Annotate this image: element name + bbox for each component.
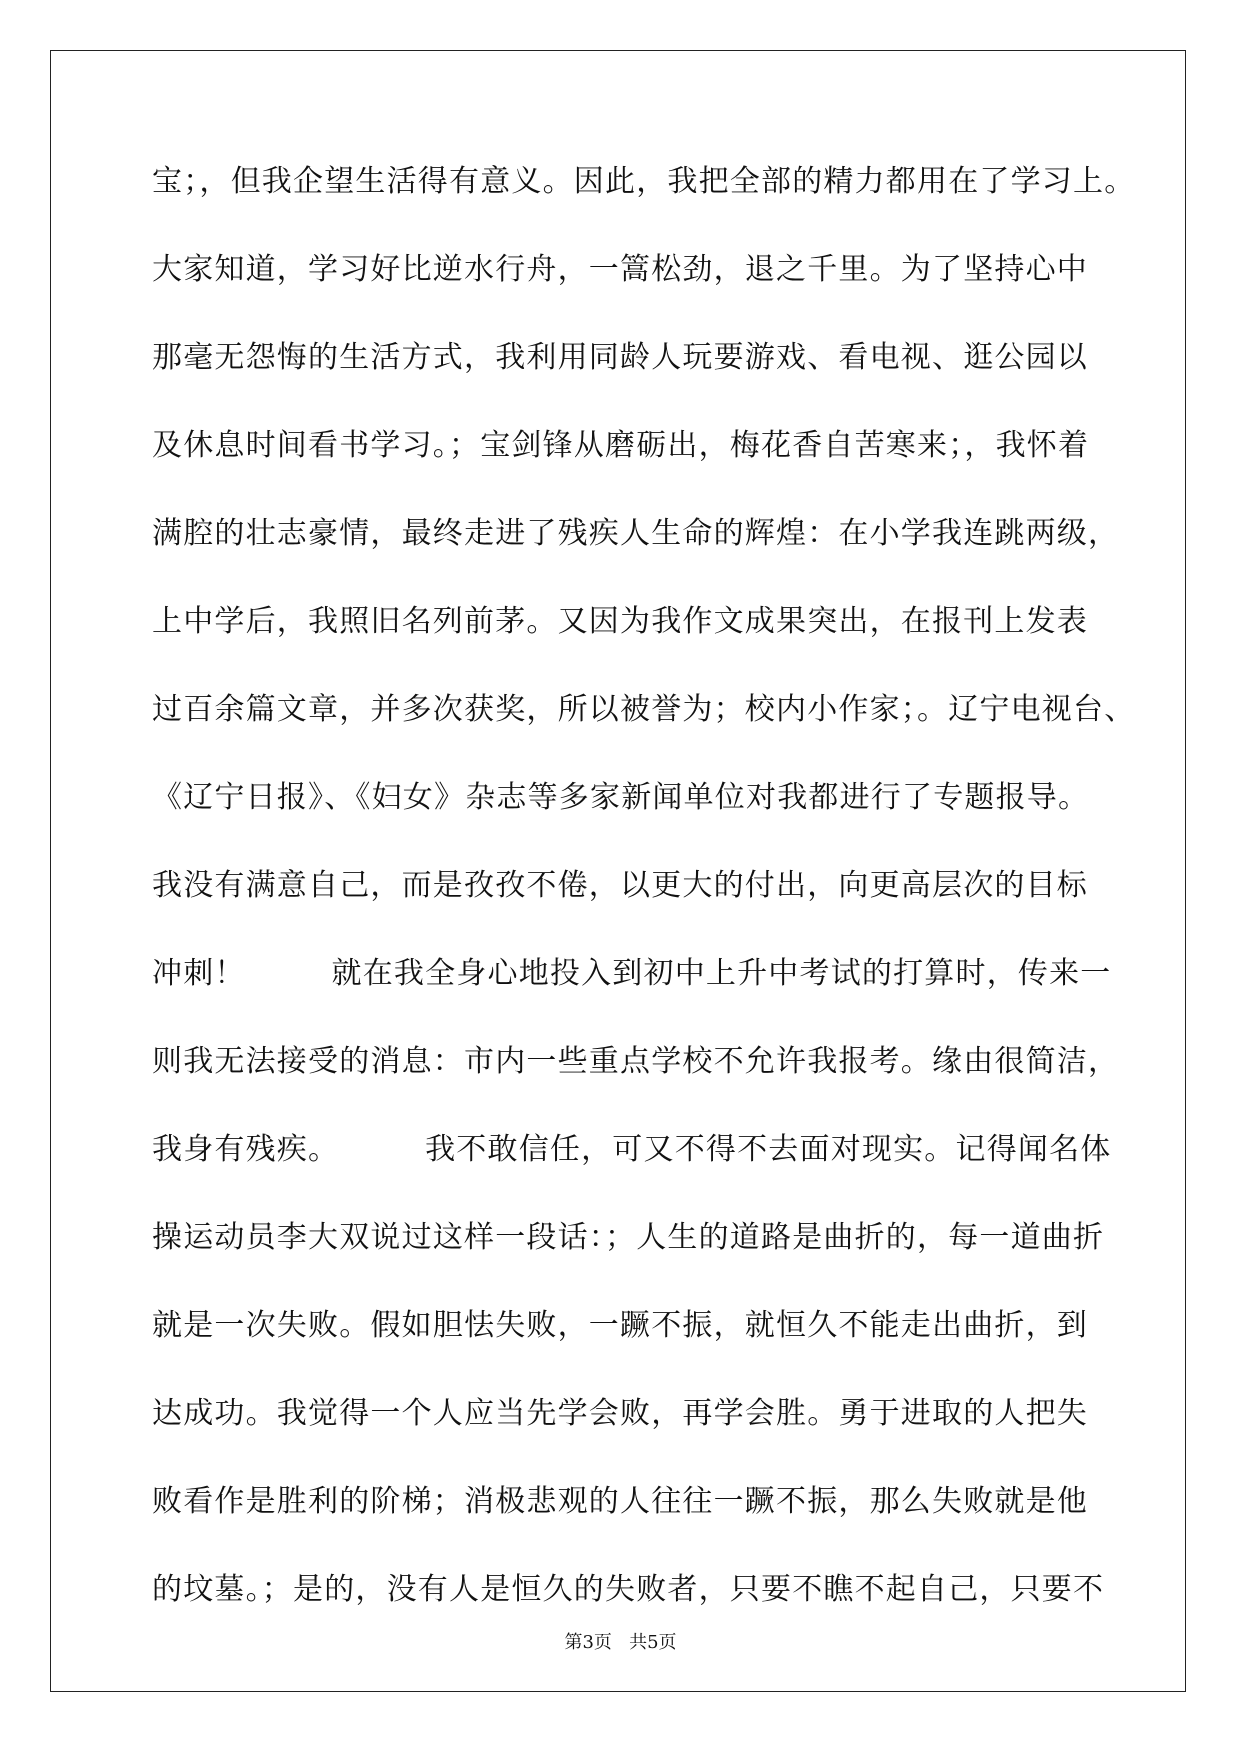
text-line: 达成功。我觉得一个人应当先学会败，再学会胜。勇于进取的人把失 (152, 1396, 1088, 1431)
text-line: 操运动员李大双说过这样一段话：；人生的道路是曲折的，每一道曲折 (152, 1220, 1105, 1255)
text-line: 上中学后，我照旧名列前茅。又因为我作文成果突出，在报刊上发表 (152, 604, 1088, 639)
document-body (152, 162, 1136, 1658)
text-line: 我没有满意自己，而是孜孜不倦，以更大的付出，向更高层次的目标 (152, 868, 1088, 903)
text-line: 那毫无怨悔的生活方式，我利用同龄人玩要游戏、看电视、逛公园以 (152, 340, 1088, 375)
text-line: 的坟墓。；是的，没有人是恒久的失败者，只要不瞧不起自己，只要不 (152, 1572, 1105, 1607)
text-line: 大家知道，学习好比逆水行舟，一篙松劲，退之千里。为了坚持心中 (152, 252, 1088, 287)
text-line: 则我无法接受的消息：市内一些重点学校不允许我报考。缘由很简洁， (152, 1044, 1120, 1079)
text-line: 冲刺！ 就在我全身心地投入到初中上升中考试的打算时，传来一 (152, 956, 1112, 991)
text-line: 宝；，但我企望生活得有意义。因此，我把全部的精力都用在了学习上。 (152, 164, 1136, 199)
text-line: 及休息时间看书学习。；宝剑锋从磨砺出，梅花香自苦寒来；，我怀着 (152, 428, 1090, 463)
text-line: 满腔的壮志豪情，最终走进了残疾人生命的辉煌：在小学我连跳两级， (152, 516, 1120, 551)
text-line: 我身有残疾。 我不敢信任，可又不得不去面对现实。记得闻名体 (152, 1132, 1112, 1167)
text-line: 就是一次失败。假如胆怯失败，一蹶不振，就恒久不能走出曲折，到 (152, 1308, 1088, 1343)
text-line: 《辽宁日报》、《妇女》杂志等多家新闻单位对我都进行了专题报导。 (152, 780, 1090, 815)
text-line: 败看作是胜利的阶梯；消极悲观的人往往一蹶不振，那么失败就是他 (152, 1484, 1088, 1519)
page-number-footer: 第3页 共5页 (564, 1632, 677, 1653)
text-line: 过百余篇文章，并多次获奖，所以被誉为；校内小作家；。辽宁电视台、 (152, 692, 1136, 727)
